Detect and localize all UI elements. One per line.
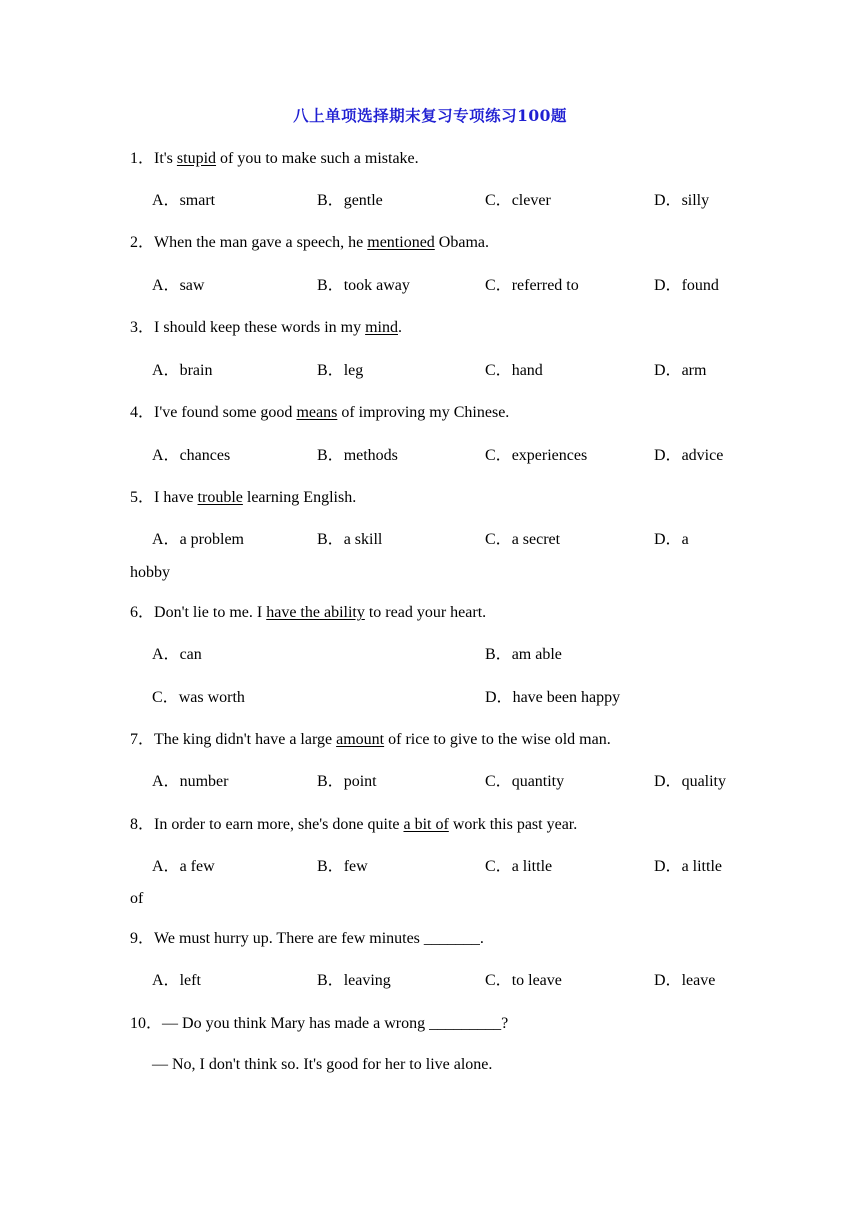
option-c[interactable]: C．a little bbox=[485, 858, 553, 875]
question-text: I should keep these words in my bbox=[154, 319, 366, 336]
question-text: We must hurry up. There are few minutes _______. bbox=[154, 930, 484, 947]
option-b[interactable]: B．took away bbox=[317, 277, 410, 294]
question-4 bbox=[130, 403, 509, 423]
option-d[interactable]: D．arm bbox=[654, 362, 707, 379]
question-text: Don't lie to me. I bbox=[154, 604, 267, 621]
option-a[interactable]: A．a few bbox=[152, 858, 215, 875]
option-d-wrap: hobby bbox=[130, 564, 170, 581]
question-number: 4． bbox=[130, 404, 155, 421]
option-b[interactable]: B．gentle bbox=[317, 192, 383, 209]
option-b[interactable]: B．point bbox=[317, 773, 377, 790]
underlined-word: trouble bbox=[197, 489, 243, 506]
question-text: of improving my Chinese. bbox=[337, 404, 510, 421]
option-c[interactable]: C．quantity bbox=[485, 773, 565, 790]
underlined-word: means bbox=[296, 404, 338, 421]
question-2 bbox=[130, 233, 489, 253]
option-a[interactable]: A．number bbox=[152, 773, 229, 790]
option-a[interactable]: A．left bbox=[152, 972, 201, 989]
question-9 bbox=[130, 929, 484, 949]
option-b[interactable]: B．a skill bbox=[317, 531, 383, 548]
question-8 bbox=[130, 815, 577, 835]
question-text: . bbox=[397, 319, 402, 336]
question-10 bbox=[130, 1014, 508, 1034]
underlined-word: a bit of bbox=[403, 816, 449, 833]
option-c[interactable]: C．hand bbox=[485, 362, 543, 379]
question-number: 7． bbox=[130, 731, 155, 748]
option-c[interactable]: C．a secret bbox=[485, 531, 561, 548]
question-text: — Do you think Mary has made a wrong _________? bbox=[162, 1015, 509, 1032]
option-b[interactable]: B．leaving bbox=[317, 972, 391, 989]
question-text: I've found some good bbox=[154, 404, 297, 421]
option-d[interactable]: D．quality bbox=[654, 773, 726, 790]
option-d[interactable]: D．leave bbox=[654, 972, 716, 989]
option-b[interactable]: B．methods bbox=[317, 447, 398, 464]
question-text: The king didn't have a large bbox=[154, 731, 337, 748]
question-7 bbox=[130, 730, 611, 750]
option-d-wrap: of bbox=[130, 890, 144, 907]
question-3 bbox=[130, 318, 402, 338]
option-d[interactable]: D．found bbox=[654, 277, 719, 294]
question-number: 9． bbox=[130, 930, 155, 947]
question-text: work this past year. bbox=[448, 816, 578, 833]
option-a[interactable]: A．saw bbox=[152, 277, 205, 294]
option-d[interactable]: D．a little bbox=[654, 858, 722, 875]
question-text: In order to earn more, she's done quite bbox=[154, 816, 404, 833]
option-d[interactable]: D．have been happy bbox=[485, 689, 621, 706]
option-a[interactable]: A．a problem bbox=[152, 531, 244, 548]
option-d[interactable]: D．silly bbox=[654, 192, 710, 209]
question-6 bbox=[130, 603, 486, 623]
option-b[interactable]: B．am able bbox=[485, 646, 562, 663]
underlined-word: stupid bbox=[176, 150, 217, 167]
question-text: of rice to give to the wise old man. bbox=[384, 731, 611, 748]
option-b[interactable]: B．leg bbox=[317, 362, 364, 379]
underlined-word: mentioned bbox=[367, 234, 435, 251]
question-text: It's bbox=[154, 150, 177, 167]
option-d[interactable]: D．a bbox=[654, 531, 689, 548]
question-1 bbox=[130, 149, 419, 169]
option-c[interactable]: C．to leave bbox=[485, 972, 562, 989]
question-text: When the man gave a speech, he bbox=[154, 234, 368, 251]
option-c[interactable]: C．clever bbox=[485, 192, 551, 209]
question-number: 10． bbox=[130, 1015, 163, 1032]
option-b[interactable]: B．few bbox=[317, 858, 368, 875]
question-text: I have bbox=[154, 489, 198, 506]
page-title: 八上单项选择期末复习专项练习100题 bbox=[293, 106, 567, 125]
underlined-word: amount bbox=[336, 731, 385, 748]
option-a[interactable]: A．chances bbox=[152, 447, 231, 464]
question-text: to read your heart. bbox=[364, 604, 487, 621]
question-number: 8． bbox=[130, 816, 155, 833]
question-number: 2． bbox=[130, 234, 155, 251]
question-number: 3． bbox=[130, 319, 155, 336]
option-c[interactable]: C．was worth bbox=[152, 689, 245, 706]
underlined-word: have the ability bbox=[266, 604, 365, 621]
option-a[interactable]: A．smart bbox=[152, 192, 216, 209]
question-10-reply: — No, I don't think so. It's good for her to live alone. bbox=[152, 1056, 493, 1073]
question-number: 6． bbox=[130, 604, 155, 621]
option-a[interactable]: A．can bbox=[152, 646, 202, 663]
question-5 bbox=[130, 488, 356, 508]
question-text: Obama. bbox=[434, 234, 489, 251]
question-number: 1． bbox=[130, 150, 155, 167]
option-a[interactable]: A．brain bbox=[152, 362, 213, 379]
underlined-word: mind bbox=[365, 319, 398, 336]
option-c[interactable]: C．referred to bbox=[485, 277, 579, 294]
option-d[interactable]: D．advice bbox=[654, 447, 724, 464]
question-text: of you to make such a mistake. bbox=[216, 150, 419, 167]
question-number: 5． bbox=[130, 489, 155, 506]
question-text: learning English. bbox=[242, 489, 357, 506]
option-c[interactable]: C．experiences bbox=[485, 447, 588, 464]
